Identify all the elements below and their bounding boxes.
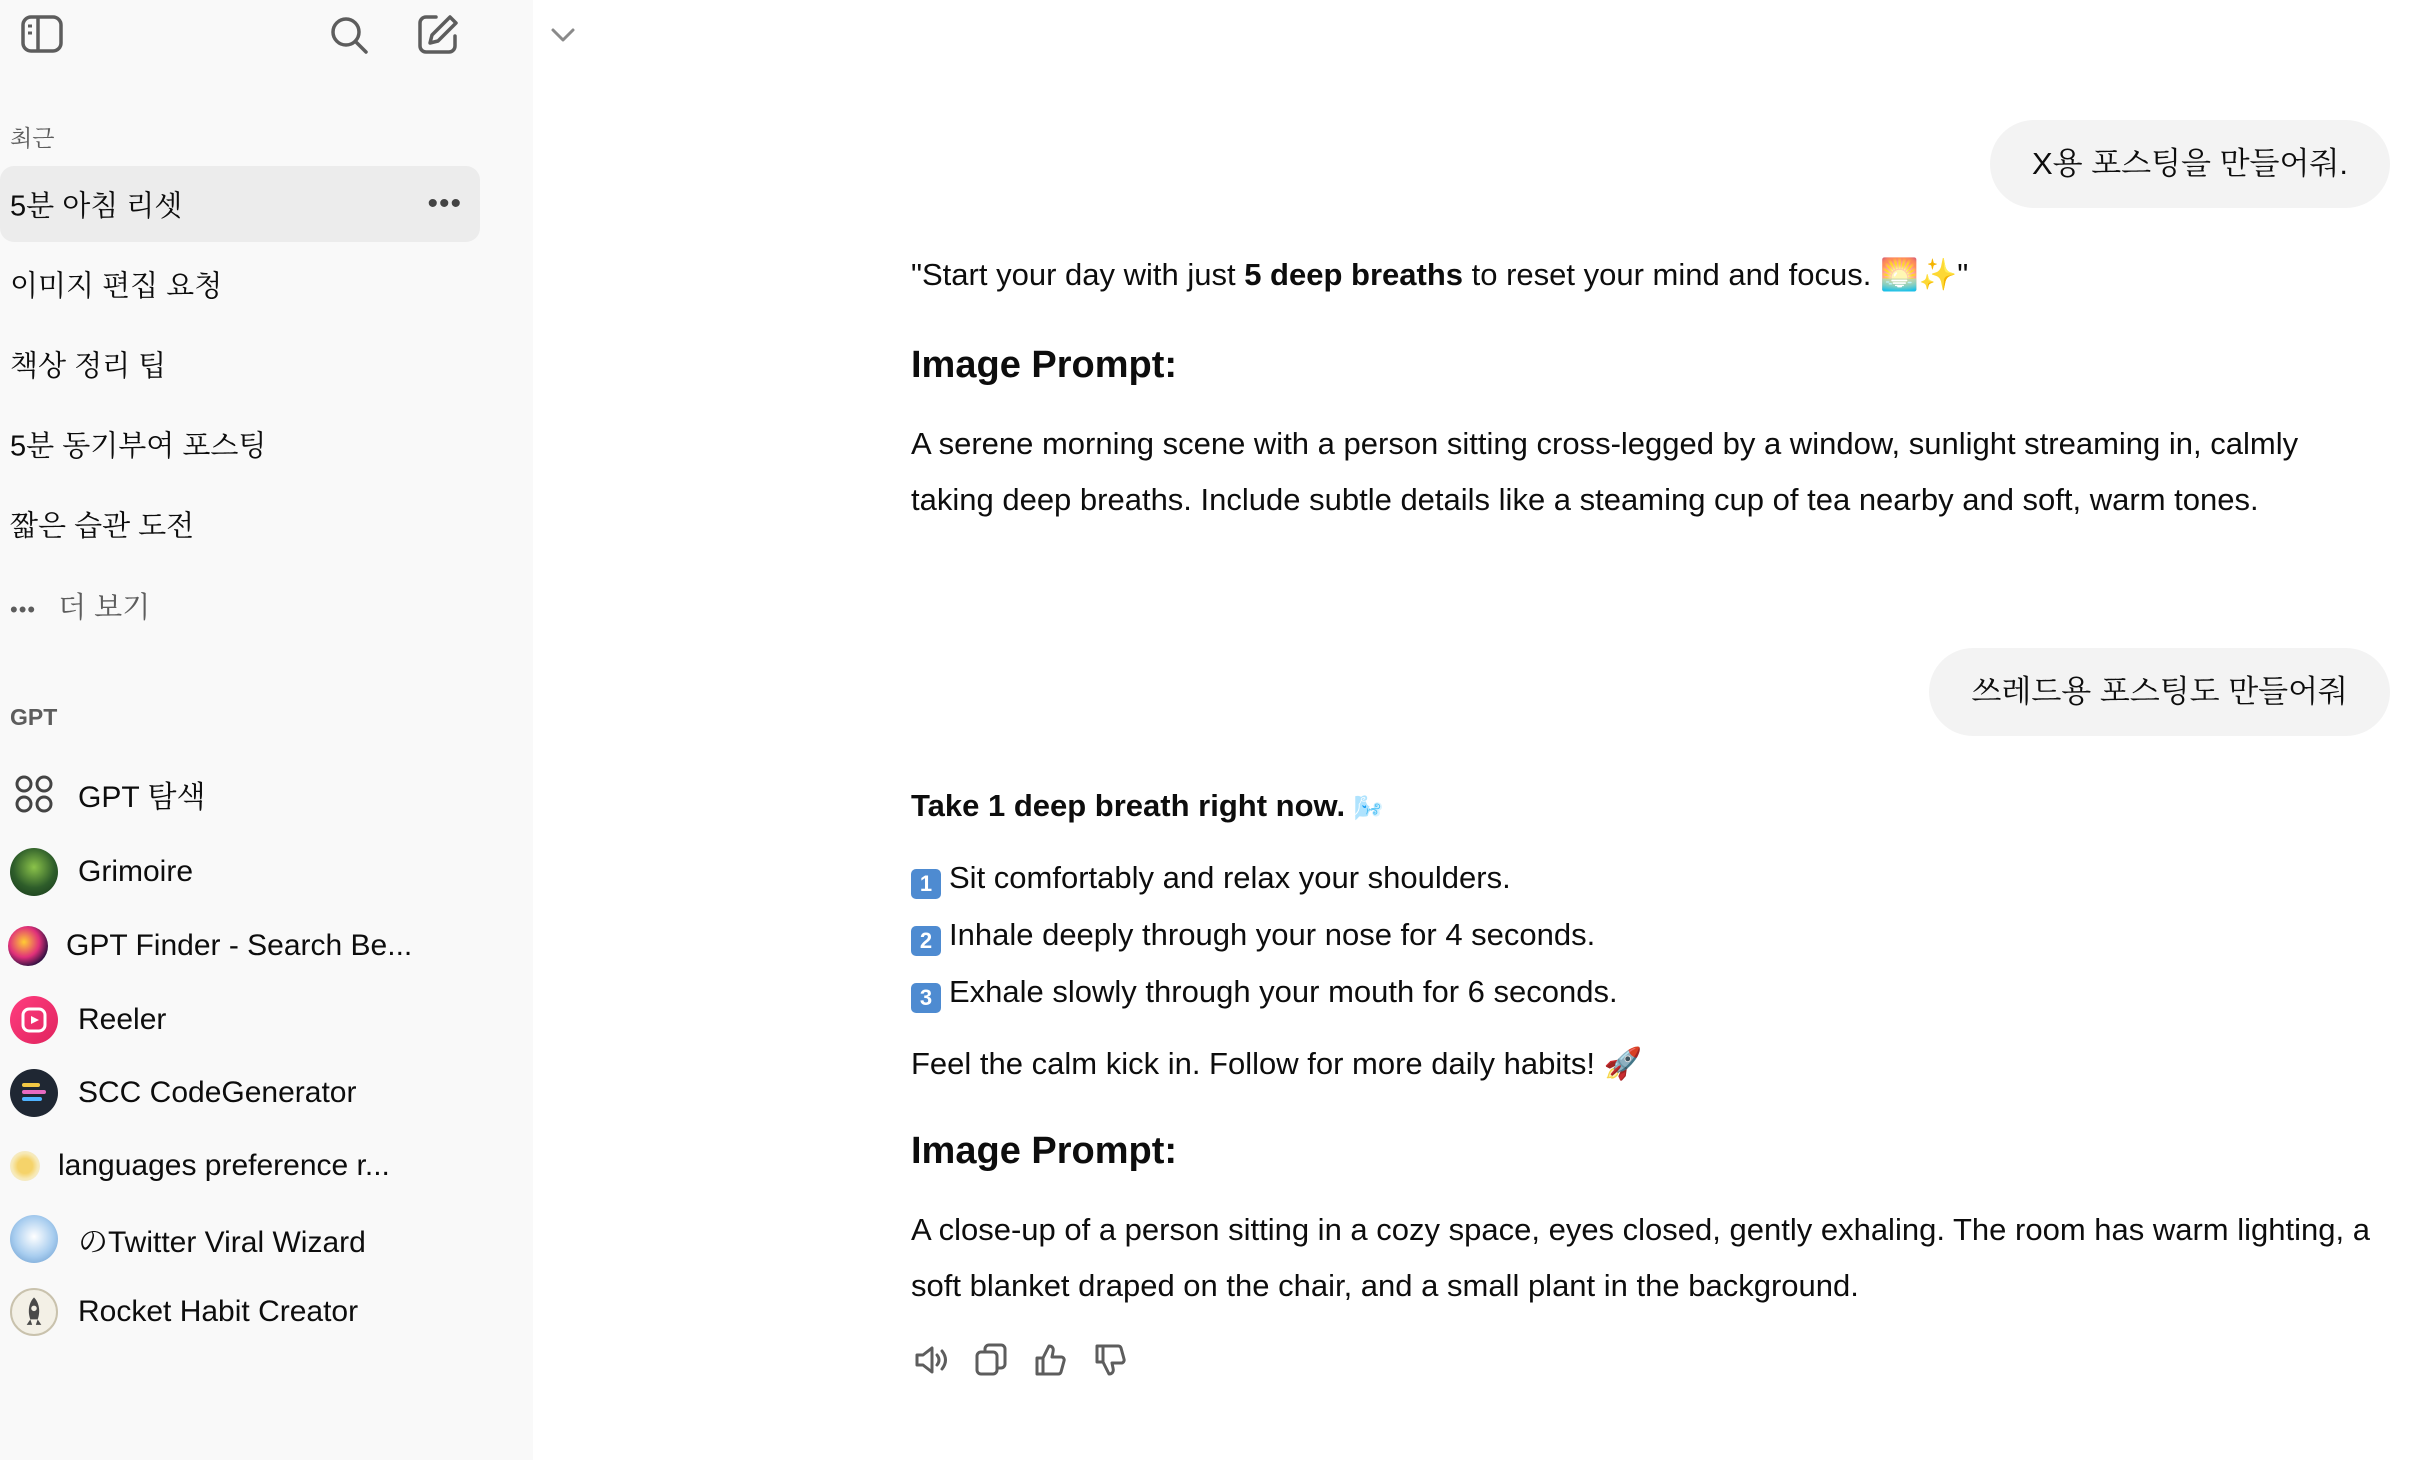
new-chat-icon[interactable] xyxy=(416,12,460,56)
image-prompt-heading: Image Prompt: xyxy=(911,344,1178,386)
quote-text-end: to reset your mind and focus. xyxy=(1463,257,1881,292)
closing-text: Feel the calm kick in. Follow for more daily habits! xyxy=(911,1046,1604,1081)
chat-item-motivation-post[interactable] xyxy=(0,406,480,482)
thumbs-down-icon[interactable] xyxy=(1091,1340,1131,1380)
gpt-explore-item[interactable] xyxy=(0,762,480,826)
gpt-item-label: languages preference r... xyxy=(58,1149,390,1182)
chat-item-label: 이미지 편집 요청 xyxy=(10,270,223,303)
sunrise-sparkles-emoji: 🌅✨ xyxy=(1880,257,1958,293)
copy-icon[interactable] xyxy=(971,1340,1011,1380)
gpt-item-languages-preference[interactable] xyxy=(0,1134,480,1198)
read-aloud-icon[interactable] xyxy=(911,1340,951,1380)
gpt-item-label: GPT Finder - Search Be... xyxy=(66,929,413,962)
user-message-bubble: 쓰레드용 포스팅도 만들어줘 xyxy=(1929,648,2390,736)
keycap-number-icon: 3 xyxy=(911,983,941,1013)
scc-logo-icon xyxy=(10,1069,58,1117)
reeler-avatar xyxy=(10,996,58,1044)
image-prompt-text: A close-up of a person sitting in a cozy space, eyes closed, gently exhaling. The room has warm lighting, a soft blanket draped on the chair, and a small plant in the background. xyxy=(911,1212,2370,1303)
reel-icon xyxy=(10,996,58,1044)
step-text: Exhale slowly through your mouth for 6 seconds. xyxy=(949,974,1618,1009)
gpt-item-rocket-habit-creator[interactable] xyxy=(0,1280,480,1344)
grimoire-avatar xyxy=(10,848,58,896)
gpt-item-twitter-viral-wizard[interactable] xyxy=(0,1207,480,1271)
sidebar-toggle-icon[interactable] xyxy=(20,14,64,54)
gpt-item-label: のTwitter Viral Wizard xyxy=(78,1226,366,1259)
step-text: Sit comfortably and relax your shoulders. xyxy=(949,860,1511,895)
quote-bold-text: 5 deep breaths xyxy=(1244,257,1464,292)
chat-item-image-edit[interactable] xyxy=(0,246,480,322)
step-item xyxy=(911,907,2371,963)
sidebar xyxy=(0,0,533,1460)
rocket-icon xyxy=(12,1290,56,1334)
chevron-down-icon[interactable] xyxy=(549,24,577,46)
chat-item-label: 5분 동기부여 포스팅 xyxy=(10,430,267,463)
gpt-item-label: Reeler xyxy=(78,1003,167,1036)
step-item xyxy=(911,850,2371,906)
image-prompt-heading: Image Prompt: xyxy=(911,1130,1178,1172)
show-more-label: 더 보기 xyxy=(58,592,151,624)
gpt-item-label: Rocket Habit Creator xyxy=(78,1295,359,1328)
more-options-icon[interactable]: ••• xyxy=(427,187,462,220)
chat-item-label: 책상 정리 팁 xyxy=(10,350,167,383)
chat-item-label: 5분 아침 리셋 xyxy=(10,190,183,223)
wind-emoji: 🌬️ xyxy=(1353,794,1384,822)
image-prompt-text: A serene morning scene with a person sitting cross-legged by a window, sunlight streaming in, calmly taking deep breaths. Include subtle details like a steaming cup of tea nearby and soft, warm tones. xyxy=(911,426,2299,517)
chat-item-short-habit[interactable] xyxy=(0,486,480,562)
gpt-section-label: GPT xyxy=(10,704,58,730)
quote-closing-mark: " xyxy=(1957,257,1969,292)
quote-text-start: "Start your day with just xyxy=(911,257,1245,292)
gpt-finder-avatar xyxy=(8,926,48,966)
chat-item-desk-tips[interactable] xyxy=(0,326,480,402)
gpt-item-grimoire[interactable] xyxy=(0,840,480,904)
grid-icon xyxy=(10,770,58,818)
gpt-item-scc-codegenerator[interactable] xyxy=(0,1061,480,1125)
chat-item-5min-morning-reset[interactable] xyxy=(0,166,480,242)
keycap-number-icon: 1 xyxy=(911,869,941,899)
gpt-item-label: Grimoire xyxy=(78,855,194,888)
recent-section-label: 최근 xyxy=(10,125,55,151)
keycap-number-icon: 2 xyxy=(911,926,941,956)
gpt-item-label: SCC CodeGenerator xyxy=(78,1076,357,1109)
reply-title-text: Take 1 deep breath right now. xyxy=(911,788,1346,823)
gpt-item-reeler[interactable] xyxy=(0,988,480,1052)
more-dots-icon: ••• xyxy=(10,597,37,622)
assistant-quote xyxy=(911,247,2371,303)
rocket-emoji: 🚀 xyxy=(1603,1046,1643,1082)
gpt-item-gpt-finder[interactable] xyxy=(0,914,480,978)
user-message-bubble: X용 포스팅을 만들어줘. xyxy=(1990,120,2390,208)
show-more-button[interactable] xyxy=(10,585,150,626)
rocket-avatar xyxy=(10,1288,58,1336)
scc-avatar xyxy=(10,1069,58,1117)
step-item xyxy=(911,964,2371,1020)
step-text: Inhale deeply through your nose for 4 seconds. xyxy=(949,917,1596,952)
search-icon[interactable] xyxy=(328,14,370,56)
closing-line xyxy=(911,1036,2371,1092)
chat-item-label: 짧은 습관 도전 xyxy=(10,510,195,543)
reply-title xyxy=(911,778,2371,836)
gpt-item-label: GPT 탐색 xyxy=(78,781,206,814)
thumbs-up-icon[interactable] xyxy=(1031,1340,1071,1380)
sun-avatar xyxy=(10,1151,40,1181)
main-chat-area xyxy=(533,0,2410,1460)
twitter-wizard-avatar xyxy=(10,1215,58,1263)
